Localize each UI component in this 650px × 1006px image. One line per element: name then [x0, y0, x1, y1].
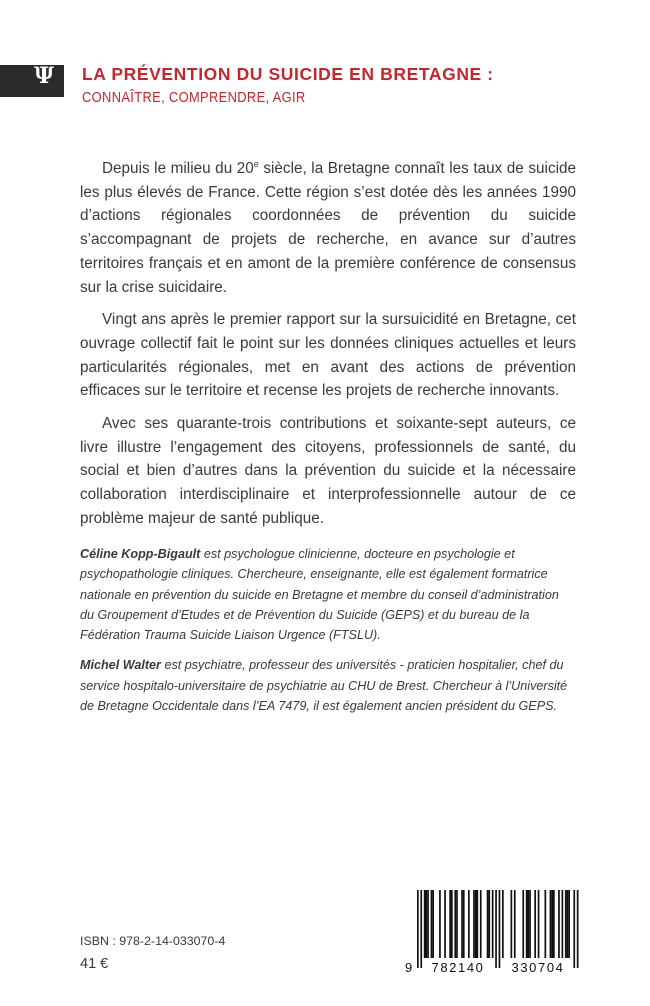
- author-bios: [80, 544, 576, 726]
- back-cover-blurb: [80, 157, 576, 540]
- barcode-first-digit: 9: [405, 960, 413, 975]
- barcode-bar: [511, 890, 513, 958]
- barcode-bar: [432, 890, 434, 958]
- author-name: Céline Kopp-Bigault: [80, 547, 201, 561]
- barcode-bar: [528, 890, 530, 958]
- author-description: est psychologue clinicienne, docteure en psychologie et psychopathologie cliniques. Chercheure, enseignante, elle est également formatrice nationale en prévention du suicide en Bretagne et membre du conseil d’administration du Groupement d’Etudes et de Prévention du Suicide (GEPS) et du bureau de la Fédération Trauma Suicide Liaison Urgence (FTSLU).: [80, 547, 559, 643]
- barcode-bar: [573, 890, 575, 968]
- author-bio-1: [80, 544, 576, 645]
- barcode-bar: [473, 890, 475, 958]
- author-description: est psychiatre, professeur des universités - praticien hospitalier, chef du service hospitalo-universitaire de psychiatrie au CHU de Brest. Chercheur à l’Université de Bretagne Occidentale dans l’EA 7479, il est également ancien président du GEPS.: [80, 658, 568, 714]
- barcode-bar: [444, 890, 446, 958]
- barcode-right-group: 330704: [511, 960, 565, 975]
- barcode-bar: [522, 890, 524, 958]
- blurb-paragraph-2: Vingt ans après le premier rapport sur la sursuicidité en Bretagne, cet ouvrage collectif fait le point sur les données cliniques actuelles et leurs particularités régionales, met en avant des actions de prévention efficaces sur le territoire et recense les projets de recherche innovants.: [80, 311, 576, 400]
- barcode-bar: [439, 890, 441, 958]
- barcode-bar: [451, 890, 453, 958]
- barcode-bar: [492, 890, 494, 958]
- author-bio-2: [80, 655, 576, 716]
- barcode-bar: [558, 890, 560, 958]
- barcode-bar: [449, 890, 451, 958]
- barcode-bar: [420, 890, 422, 968]
- barcode-bar: [526, 890, 528, 958]
- publisher-logo: [0, 65, 64, 97]
- barcode-bar: [431, 890, 433, 958]
- barcode-bar: [550, 890, 552, 958]
- barcode-bar: [461, 890, 463, 958]
- barcode-bar: [565, 890, 567, 958]
- barcode-bar: [514, 890, 516, 958]
- author-name: Michel Walter: [80, 658, 161, 673]
- barcode-bar: [468, 890, 470, 958]
- psi-logo-icon: Ψ: [33, 63, 55, 89]
- price-text: 41 €: [80, 956, 109, 972]
- barcode-bar: [568, 890, 570, 958]
- barcode-bar: [477, 890, 479, 958]
- barcode-bar: [538, 890, 540, 958]
- ean13-barcode-icon: [405, 888, 581, 978]
- barcode-bar: [551, 890, 553, 958]
- barcode-bar: [495, 890, 497, 968]
- barcode-bar: [426, 890, 428, 958]
- barcode-bar: [562, 890, 564, 958]
- blurb-paragraph-1: Depuis le milieu du 20e siècle, la Bretagne connaît les taux de suicide les plus élevés de France. Cette région s’est dotée dès les années 1990 d’actions régionales coordonnées de prévention du suicide s’accompagnant de projets de recherche, en avance sur d’autres territoires français et en amont de la première conférence de consensus sur la crise suicidaire.: [80, 158, 576, 296]
- barcode-digits: [405, 960, 581, 978]
- barcode-bar: [456, 890, 458, 958]
- barcode-bar: [475, 890, 477, 958]
- book-subtitle: CONNAÎTRE, COMPRENDRE, AGIR: [82, 89, 306, 106]
- barcode-bar: [577, 890, 579, 968]
- barcode-bar: [480, 890, 482, 958]
- blurb-paragraph-3: Avec ses quarante-trois contributions et soixante-sept auteurs, ce livre illustre l’engagement des citoyens, professionnels de santé, du social et bien d’autres dans la prévention du suicide et la nécessaire collaboration interdisciplinaire et interprofessionnelle autour de ce problème majeur de santé publique.: [80, 415, 576, 527]
- barcode-bar: [424, 890, 426, 958]
- barcode-bar: [488, 890, 490, 958]
- barcode-bar: [529, 890, 531, 958]
- barcode-bar: [499, 890, 501, 968]
- barcode-bar: [502, 890, 504, 958]
- isbn-text: ISBN : 978-2-14-033070-4: [80, 934, 226, 948]
- barcode-bar: [454, 890, 456, 958]
- book-title: LA PRÉVENTION DU SUICIDE EN BRETAGNE :: [82, 64, 494, 84]
- barcode-bar: [463, 890, 465, 958]
- barcode-bar: [487, 890, 489, 958]
- barcode-bar: [427, 890, 429, 958]
- barcode-bar: [417, 890, 419, 968]
- barcode-bar: [545, 890, 547, 958]
- barcode-bar: [534, 890, 536, 958]
- barcode-bar: [567, 890, 569, 958]
- barcode-bar: [553, 890, 555, 958]
- barcode-left-group: 782140: [431, 960, 485, 975]
